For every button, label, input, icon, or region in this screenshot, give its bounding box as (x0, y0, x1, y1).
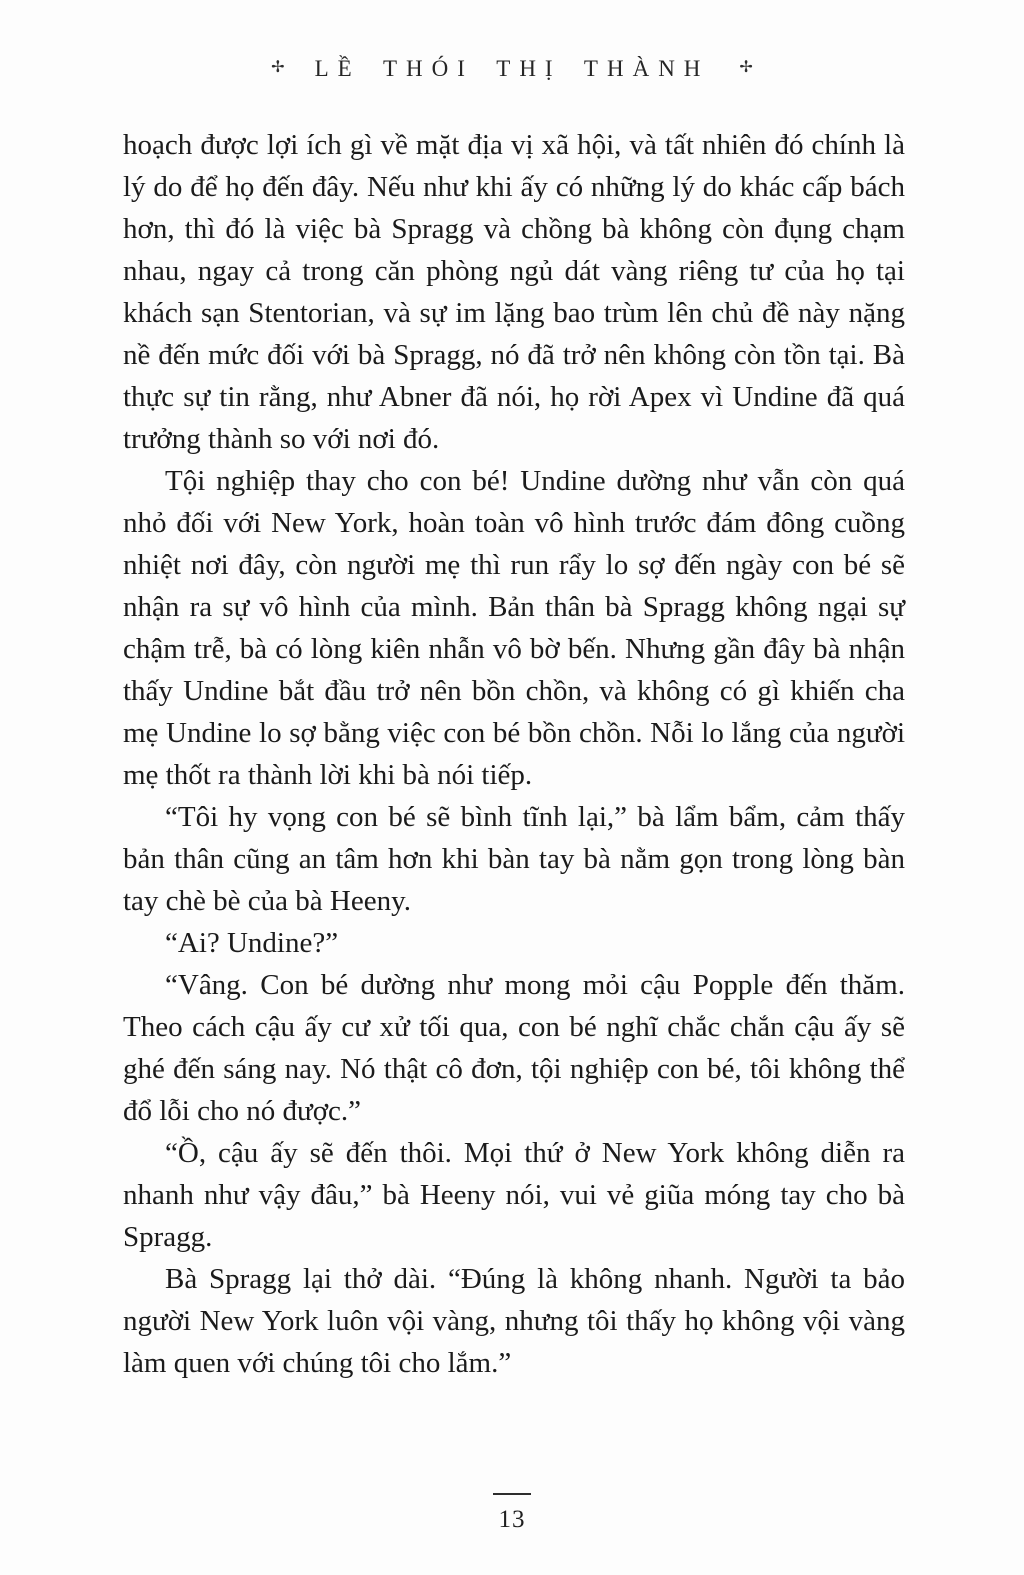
paragraph: “Ai? Undine?” (165, 927, 339, 959)
paragraph: Bà Spragg lại thở dài. “Đúng là không nhanh. Người ta bảo người New York luôn vội vàng, nhưng tôi thấy họ không vội vàng làm quen với chúng tôi cho lắm.” (123, 1263, 905, 1379)
paragraph: “Ồ, cậu ấy sẽ đến thôi. Mọi thứ ở New York không diễn ra nhanh như vậy đâu,” bà Heeny nói, vui vẻ giũa móng tay cho bà Spragg. (123, 1137, 905, 1253)
page-number: 13 (498, 1506, 526, 1533)
page-body (123, 124, 905, 1384)
running-header (0, 56, 1024, 82)
cross-ornament-icon: ✢ (739, 59, 753, 76)
footer-divider (493, 1493, 531, 1495)
paragraph: hoạch được lợi ích gì về mặt địa vị xã hội, và tất nhiên đó chính là lý do để họ đến đây. Nếu như khi ấy có những lý do khác cấp bách hơn, thì đó là việc bà Spragg và chồng bà không còn đụng chạm nhau, ngay cả trong căn phòng ngủ dát vàng riêng tư của họ tại khách sạn Stentorian, và sự im lặng bao trùm lên chủ đề này nặng nề đến mức đối với bà Spragg, nó đã trở nên không còn tồn tại. Bà thực sự tin rằng, như Abner đã nói, họ rời Apex vì Undine đã quá trưởng thành so với nơi đó. (123, 129, 905, 455)
paragraph: Tội nghiệp thay cho con bé! Undine dường như vẫn còn quá nhỏ đối với New York, hoàn toàn vô hình trước đám đông cuồng nhiệt nơi đây, còn người mẹ thì run rẩy lo sợ đến ngày con bé sẽ nhận ra sự vô hình của mình. Bản thân bà Spragg không ngại sự chậm trễ, bà có lòng kiên nhẫn vô bờ bến. Nhưng gần đây bà nhận thấy Undine bắt đầu trở nên bồn chồn, và không có gì khiến cha mẹ Undine lo sợ bằng việc con bé bồn chồn. Nỗi lo lắng của người mẹ thốt ra thành lời khi bà nói tiếp. (123, 465, 905, 791)
page-title: LỀ THÓI THỊ THÀNH (314, 56, 710, 81)
cross-ornament-icon: ✢ (271, 59, 285, 76)
page-footer (0, 1493, 1024, 1532)
paragraph: “Tôi hy vọng con bé sẽ bình tĩnh lại,” bà lẩm bẩm, cảm thấy bản thân cũng an tâm hơn khi bàn tay bà nằm gọn trong lòng bàn tay chè bè của bà Heeny. (123, 801, 905, 917)
paragraph: “Vâng. Con bé dường như mong mỏi cậu Popple đến thăm. Theo cách cậu ấy cư xử tối qua, con bé nghĩ chắc chắn cậu ấy sẽ ghé đến sáng nay. Nó thật cô đơn, tội nghiệp con bé, tôi không thể đổ lỗi cho nó được.” (123, 969, 905, 1127)
